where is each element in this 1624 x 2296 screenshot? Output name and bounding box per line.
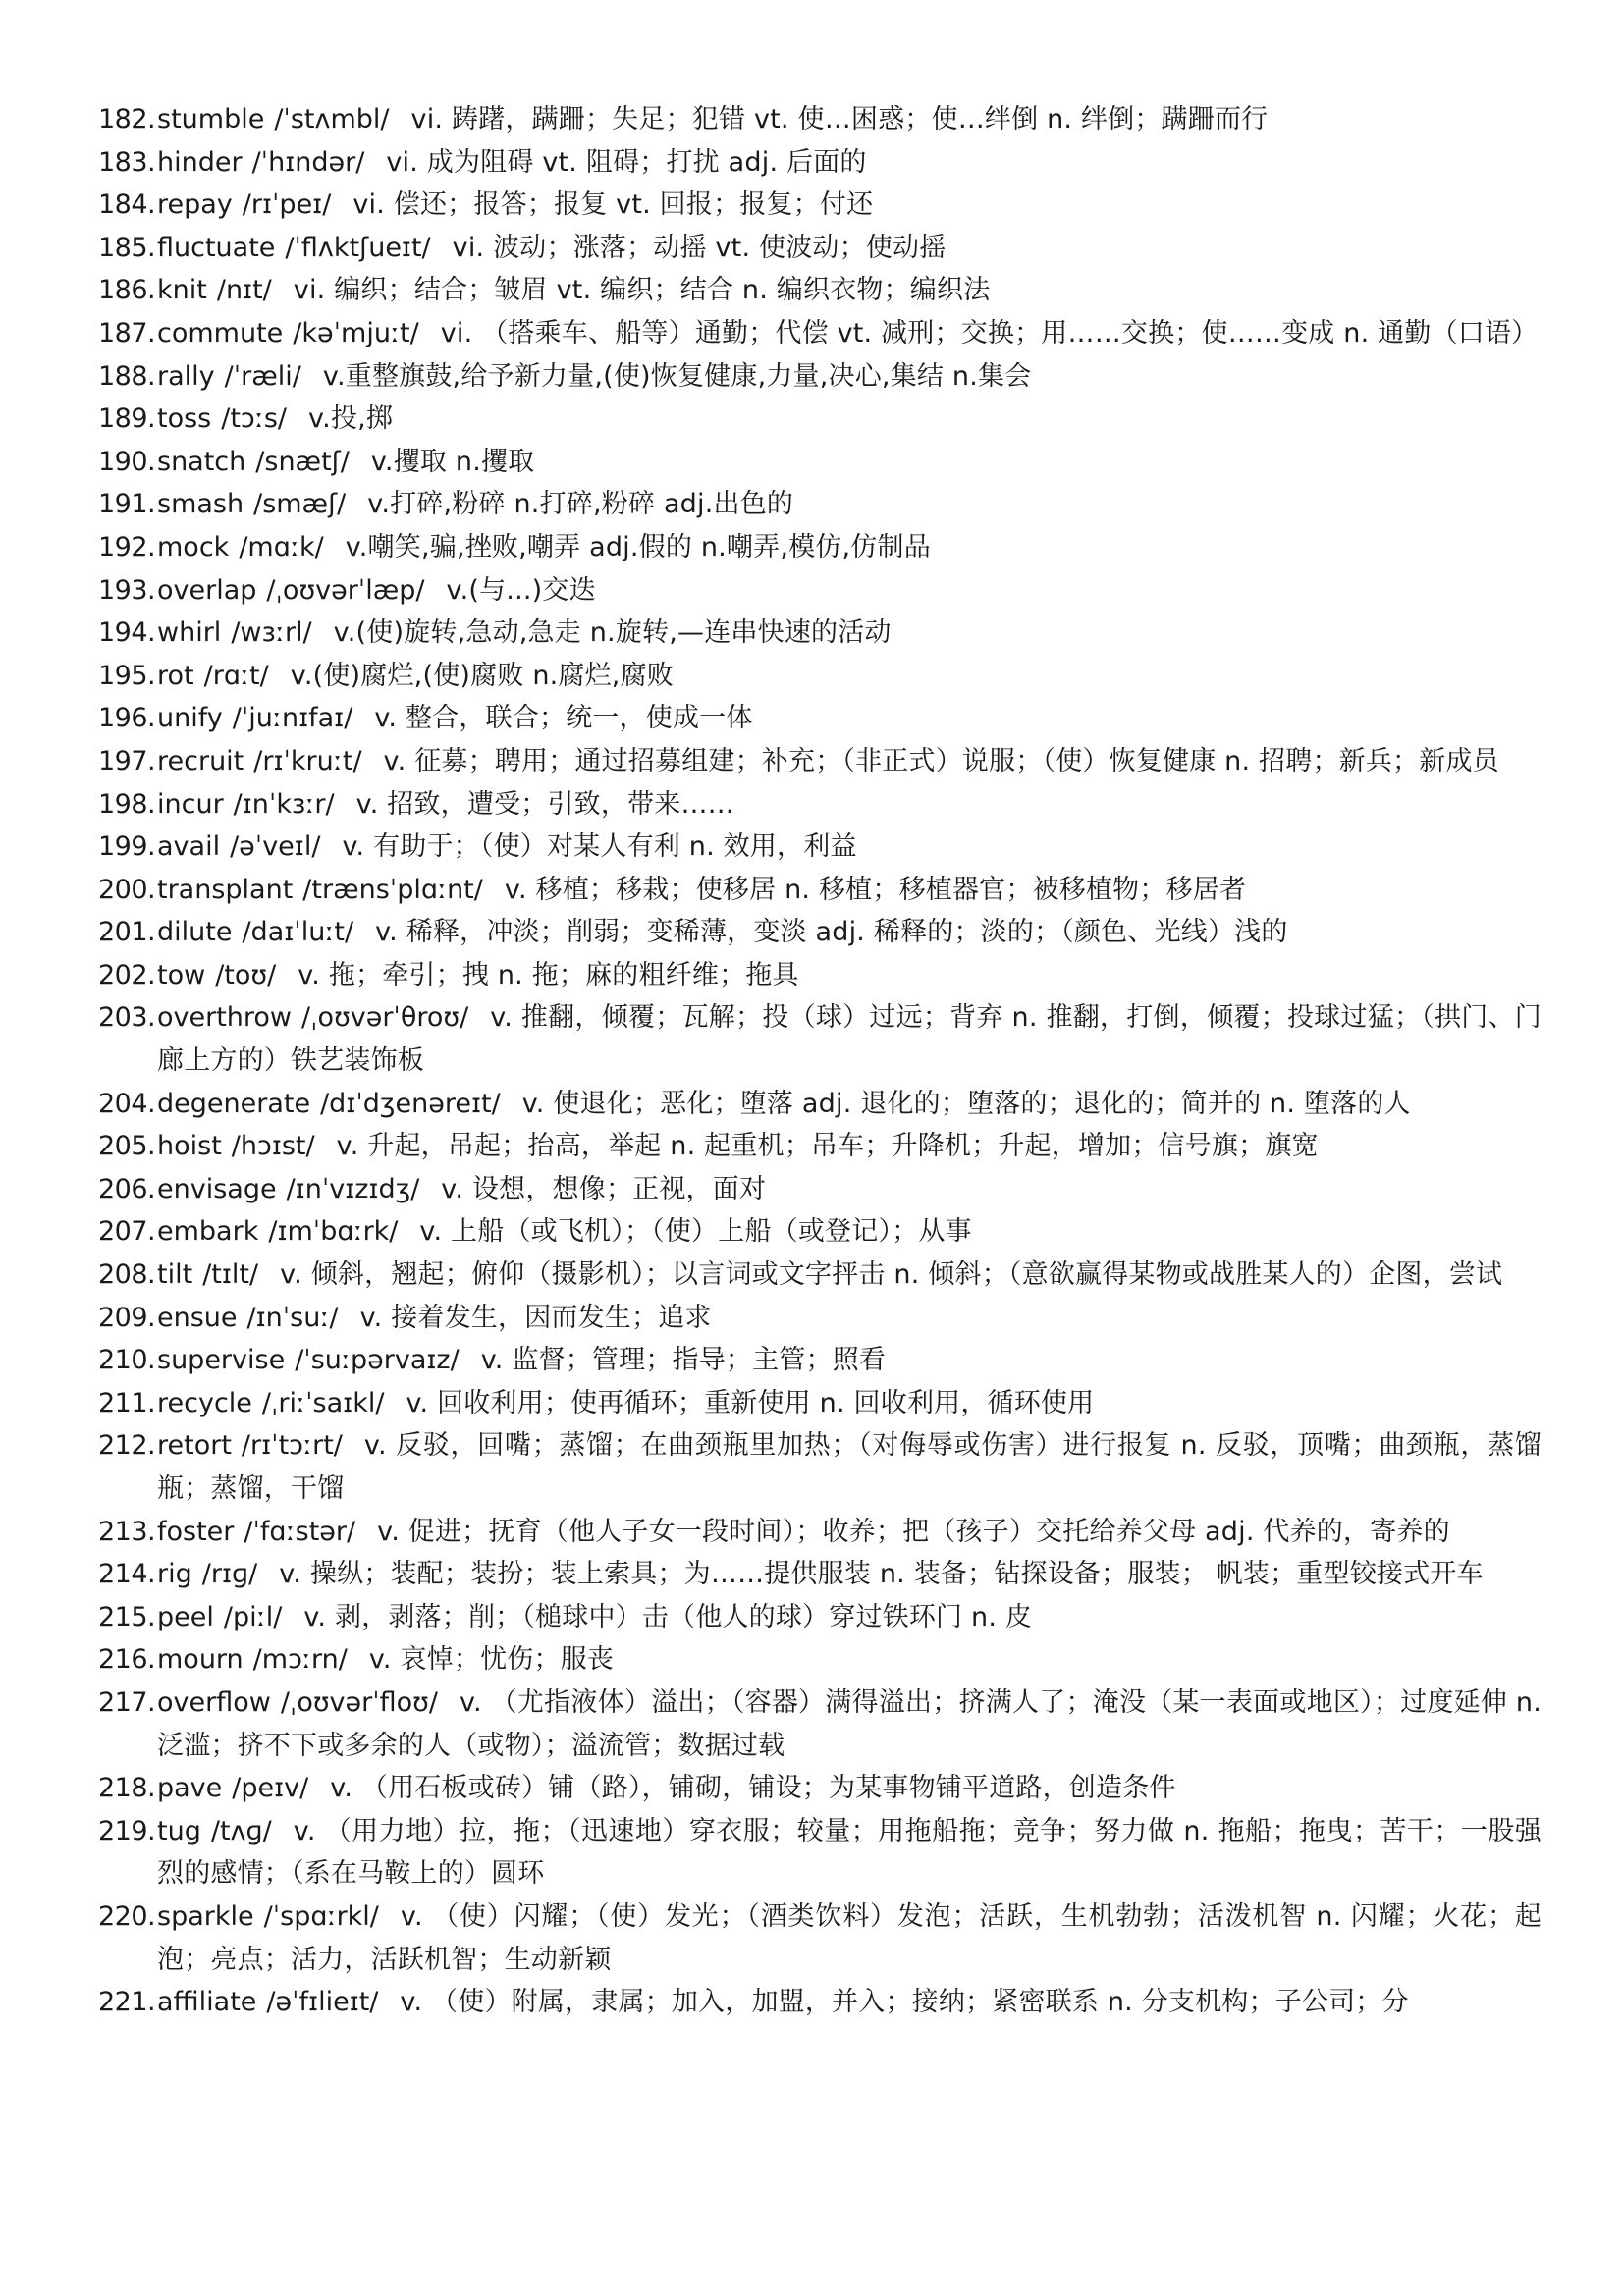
- entry-number: 215.: [98, 1601, 156, 1632]
- definition: v. 操纵；装配；装扮；装上索具；为……提供服装 n. 装备；钻探设备；服装； 帆装；重型铰接式开车: [279, 1559, 1484, 1590]
- entry-number: 220.: [98, 1900, 156, 1932]
- definition: v. 招致，遭受；引致，带来……: [355, 788, 734, 820]
- phonetic: /ɪmˈbɑːrk/: [268, 1216, 399, 1248]
- definition: v. （用石板或砖）铺（路），铺砌，铺设；为某事物铺平道路，创造条件: [330, 1773, 1176, 1804]
- definition: v. 哀悼；忧伤；服丧: [368, 1644, 615, 1676]
- entry-body: [157, 441, 1542, 484]
- entry-number: 203.: [98, 1002, 156, 1034]
- phonetic: /əˈfɪlieɪt/: [266, 1987, 379, 2018]
- vocab-entry: [98, 1638, 1542, 1682]
- entry-number: 219.: [98, 1815, 156, 1846]
- entry-body: [157, 1210, 1542, 1254]
- definition: vi. 偿还；报答；报复 vt. 回报；报复；付还: [352, 189, 874, 221]
- phonetic: /ˈfɑːstər/: [244, 1516, 356, 1547]
- phonetic: /ˌoʊvərˈfloʊ/: [280, 1686, 438, 1718]
- phonetic: /ɪnˈkɜːr/: [233, 788, 335, 820]
- phonetic: /nɪt/: [216, 275, 272, 306]
- entry-number: 208.: [98, 1259, 156, 1291]
- phonetic: /peɪv/: [232, 1773, 309, 1804]
- headword: overthrow: [157, 1002, 293, 1034]
- entry-number: 195.: [98, 660, 156, 691]
- phonetic: /ˈflʌktʃueɪt/: [285, 232, 431, 263]
- vocab-entry: [98, 1254, 1542, 1297]
- phonetic: /toʊ/: [215, 959, 277, 990]
- phonetic: /piːl/: [223, 1601, 283, 1632]
- definition: v. 促进；抚育（他人子女一段时间）；收养；把（孩子）交托给养父母 adj. 代养的，寄养的: [377, 1516, 1450, 1547]
- vocab-entry: [98, 1596, 1542, 1639]
- phonetic: /dɪˈdʒenəreɪt/: [320, 1088, 501, 1119]
- vocab-entry: [98, 483, 1542, 526]
- entry-number: 209.: [98, 1302, 156, 1333]
- vocab-entry: [98, 869, 1542, 912]
- vocab-entry: [98, 996, 1542, 1082]
- vocab-entry: [98, 1125, 1542, 1168]
- entry-number: 217.: [98, 1686, 156, 1718]
- definition: v. 稀释，冲淡；削弱；变稀薄，变淡 adj. 稀释的；淡的；（颜色、光线）浅的: [375, 917, 1288, 948]
- headword: recruit: [157, 745, 244, 776]
- entry-body: [157, 1638, 1542, 1682]
- headword: unify: [157, 703, 223, 734]
- headword: tilt: [157, 1259, 193, 1291]
- phonetic: /ˈsuːpərvaɪz/: [295, 1345, 460, 1376]
- definition: v. 升起，吊起；抬高，举起 n. 起重机；吊车；升降机；升起，增加；信号旗；旗宽: [336, 1131, 1319, 1162]
- phonetic: /snætʃ/: [255, 446, 350, 477]
- entry-number: 187.: [98, 317, 156, 348]
- vocab-entry: [98, 1682, 1542, 1767]
- headword: toss: [157, 403, 212, 435]
- phonetic: /ˈjuːnɪfaɪ/: [232, 703, 353, 734]
- headword: avail: [157, 831, 221, 863]
- entry-body: [157, 996, 1542, 1082]
- vocab-entry: [98, 227, 1542, 270]
- definition: v. （使）附属，隶属；加入，加盟，并入；接纳；紧密联系 n. 分支机构；子公司；分: [400, 1987, 1409, 2018]
- headword: incur: [157, 788, 224, 820]
- vocab-entry: [98, 1210, 1542, 1254]
- entry-body: [157, 483, 1542, 526]
- entry-body: [157, 98, 1542, 141]
- entry-number: 190.: [98, 446, 156, 477]
- definition: v.嘲笑,骗,挫败,嘲弄 adj.假的 n.嘲弄,模仿,仿制品: [345, 531, 931, 562]
- vocab-entry: [98, 1382, 1542, 1425]
- entry-number: 214.: [98, 1559, 156, 1590]
- vocab-entry: [98, 783, 1542, 827]
- entry-body: [157, 1810, 1542, 1896]
- headword: fluctuate: [157, 232, 276, 263]
- phonetic: /rɪɡ/: [201, 1559, 258, 1590]
- entry-body: [157, 312, 1542, 355]
- entry-body: [157, 526, 1542, 569]
- headword: rig: [157, 1559, 192, 1590]
- entry-body: [157, 1596, 1542, 1639]
- headword: overflow: [157, 1686, 271, 1718]
- entry-number: 206.: [98, 1173, 156, 1204]
- vocab-entry: [98, 441, 1542, 484]
- entry-number: 205.: [98, 1131, 156, 1162]
- entry-body: [157, 569, 1542, 613]
- phonetic: /ˈstʌmbl/: [274, 104, 390, 134]
- entry-number: 184.: [98, 189, 156, 221]
- definition: v. 整合，联合；统一，使成一体: [374, 703, 753, 734]
- headword: dilute: [157, 917, 233, 948]
- vocab-entry: [98, 1083, 1542, 1126]
- entry-number: 185.: [98, 232, 156, 263]
- headword: knit: [157, 275, 207, 306]
- headword: pave: [157, 1773, 223, 1804]
- entry-number: 191.: [98, 489, 156, 520]
- headword: affiliate: [157, 1987, 257, 2018]
- entry-number: 213.: [98, 1516, 156, 1547]
- headword: retort: [157, 1430, 232, 1462]
- entry-body: [157, 1682, 1542, 1767]
- headword: commute: [157, 317, 284, 348]
- vocab-entry: [98, 1297, 1542, 1340]
- headword: sparkle: [157, 1900, 254, 1932]
- definition: v.(与...)交迭: [446, 574, 596, 606]
- headword: repay: [157, 189, 233, 221]
- definition: v. 使退化；恶化；堕落 adj. 退化的；堕落的；退化的；简并的 n. 堕落的人: [521, 1088, 1411, 1119]
- vocab-entry: [98, 184, 1542, 227]
- vocab-entry: [98, 1339, 1542, 1382]
- definition: vi. 成为阻碍 vt. 阻碍；打扰 adj. 后面的: [386, 146, 867, 178]
- definition: v.重整旗鼓,给予新力量,(使)恢复健康,力量,决心,集结 n.集会: [322, 360, 1032, 392]
- vocab-entry: [98, 740, 1542, 783]
- entry-body: [157, 869, 1542, 912]
- entry-number: 183.: [98, 146, 156, 178]
- definition: vi. （搭乘车、船等）通勤；代偿 vt. 减刑；交换；用……交换；使……变成 n. 通勤（口语）: [440, 317, 1539, 348]
- headword: overlap: [157, 574, 257, 606]
- vocab-entry: [98, 526, 1542, 569]
- phonetic: /tʌɡ/: [210, 1815, 272, 1846]
- definition: v. （尤指液体）溢出；（容器）满得溢出；挤满人了；淹没（某一表面或地区）；过度延伸 n. 泛滥；挤不下或多余的人（或物）；溢流管；数据过载: [157, 1686, 1542, 1761]
- entry-body: [157, 184, 1542, 227]
- definition: v.(使)腐烂,(使)腐败 n.腐烂,腐败: [290, 660, 674, 691]
- entry-number: 201.: [98, 917, 156, 948]
- vocab-entry: [98, 98, 1542, 141]
- vocab-entry: [98, 1981, 1542, 2024]
- vocab-entry: [98, 954, 1542, 997]
- headword: stumble: [157, 104, 265, 134]
- phonetic: /rɪˈkruːt/: [253, 745, 362, 776]
- definition: v. 接着发生，因而发生；追求: [359, 1302, 712, 1333]
- phonetic: /ˈræli/: [224, 360, 301, 392]
- entry-body: [157, 1125, 1542, 1168]
- headword: mourn: [157, 1644, 244, 1676]
- phonetic: /rɑːt/: [203, 660, 269, 691]
- headword: supervise: [157, 1345, 286, 1376]
- entry-number: 207.: [98, 1216, 156, 1248]
- definition: vi. 编织；结合；皱眉 vt. 编织；结合 n. 编织衣物；编织法: [293, 275, 991, 306]
- phonetic: /rɪˈtɔːrt/: [241, 1430, 343, 1462]
- vocab-entry: [98, 1896, 1542, 1981]
- vocab-entry: [98, 655, 1542, 698]
- vocab-entry: [98, 1767, 1542, 1810]
- entry-number: 212.: [98, 1430, 156, 1462]
- phonetic: /ˌoʊvərˈθroʊ/: [301, 1002, 469, 1034]
- headword: peel: [157, 1601, 214, 1632]
- entry-number: 211.: [98, 1387, 156, 1418]
- headword: ensue: [157, 1302, 238, 1333]
- definition: v. 有助于；（使）对某人有利 n. 效用，利益: [342, 831, 857, 863]
- phonetic: /ˈhɪndər/: [251, 146, 365, 178]
- headword: snatch: [157, 446, 246, 477]
- vocabulary-list: [98, 98, 1542, 2024]
- entry-body: [157, 398, 1542, 441]
- entry-body: [157, 1553, 1542, 1596]
- vocab-entry: [98, 398, 1542, 441]
- entry-body: [157, 355, 1542, 399]
- headword: smash: [157, 489, 244, 520]
- entry-number: 210.: [98, 1345, 156, 1376]
- entry-body: [157, 1896, 1542, 1981]
- definition: vi. 波动；涨落；动摇 vt. 使波动；使动摇: [452, 232, 947, 263]
- definition: v. 回收利用；使再循环；重新使用 n. 回收利用，循环使用: [406, 1387, 1095, 1418]
- entry-number: 193.: [98, 574, 156, 606]
- definition: v.投,掷: [308, 403, 394, 435]
- definition: v. （用力地）拉，拖；（迅速地）穿衣服；较量；用拖船拖；竞争；努力做 n. 拖船；拖曳；苦干；一股强烈的感情；（系在马鞍上的）圆环: [157, 1815, 1542, 1890]
- phonetic: /smæʃ/: [253, 489, 347, 520]
- headword: recycle: [157, 1387, 252, 1418]
- entry-body: [157, 1168, 1542, 1211]
- headword: tug: [157, 1815, 201, 1846]
- phonetic: /ˌoʊvərˈlæp/: [266, 574, 425, 606]
- phonetic: /kəˈmjuːt/: [293, 317, 419, 348]
- phonetic: /ɪnˈvɪzɪdʒ/: [286, 1173, 420, 1204]
- vocab-entry: [98, 911, 1542, 954]
- definition: v. 反驳，回嘴；蒸馏；在曲颈瓶里加热；（对侮辱或伤害）进行报复 n. 反驳，顶嘴；曲颈瓶，蒸馏瓶；蒸馏，干馏: [157, 1430, 1542, 1504]
- definition: v.(使)旋转,急动,急走 n.旋转,—连串快速的活动: [333, 617, 892, 649]
- vocab-entry: [98, 826, 1542, 869]
- definition: v. 倾斜，翘起；俯仰（摄影机）；以言词或文字抨击 n. 倾斜；（意欲赢得某物或战胜某人的）企图，尝试: [280, 1259, 1503, 1291]
- entry-body: [157, 911, 1542, 954]
- entry-number: 182.: [98, 104, 156, 134]
- headword: envisage: [157, 1173, 277, 1204]
- vocab-entry: [98, 1511, 1542, 1554]
- entry-body: [157, 1767, 1542, 1810]
- headword: embark: [157, 1216, 259, 1248]
- headword: transplant: [157, 874, 294, 905]
- vocab-entry: [98, 569, 1542, 613]
- vocab-entry: [98, 141, 1542, 185]
- entry-number: 199.: [98, 831, 156, 863]
- vocab-entry: [98, 1810, 1542, 1896]
- entry-body: [157, 1382, 1542, 1425]
- phonetic: /tɔːs/: [221, 403, 288, 435]
- phonetic: /trænsˈplɑːnt/: [302, 874, 483, 905]
- entry-number: 204.: [98, 1088, 156, 1119]
- entry-number: 198.: [98, 788, 156, 820]
- definition: v. 设想，想像；正视，面对: [441, 1173, 767, 1204]
- phonetic: /ɪnˈsuː/: [246, 1302, 339, 1333]
- entry-body: [157, 1981, 1542, 2024]
- vocab-entry: [98, 1424, 1542, 1510]
- phonetic: /mɑːk/: [239, 531, 324, 562]
- vocab-entry: [98, 269, 1542, 312]
- headword: foster: [157, 1516, 235, 1547]
- vocab-entry: [98, 1553, 1542, 1596]
- definition: v.攫取 n.攫取: [370, 446, 535, 477]
- entry-body: [157, 1424, 1542, 1510]
- entry-number: 197.: [98, 745, 156, 776]
- phonetic: /mɔːrn/: [252, 1644, 348, 1676]
- entry-body: [157, 740, 1542, 783]
- entry-number: 196.: [98, 703, 156, 734]
- entry-body: [157, 227, 1542, 270]
- phonetic: /rɪˈpeɪ/: [242, 189, 332, 221]
- entry-body: [157, 954, 1542, 997]
- entry-number: 218.: [98, 1773, 156, 1804]
- headword: hinder: [157, 146, 243, 178]
- entry-body: [157, 1254, 1542, 1297]
- headword: rot: [157, 660, 194, 691]
- entry-body: [157, 1297, 1542, 1340]
- definition: v. 剥，剥落；削；（槌球中）击（他人的球）穿过铁环门 n. 皮: [303, 1601, 1033, 1632]
- vocab-entry: [98, 312, 1542, 355]
- phonetic: /hɔɪst/: [231, 1131, 315, 1162]
- vocab-entry: [98, 1168, 1542, 1211]
- definition: v. 推翻，倾覆；瓦解；投（球）过远；背弃 n. 推翻，打倒，倾覆；投球过猛；（拱门、门廊上方的）铁艺装饰板: [157, 1002, 1542, 1077]
- entry-number: 216.: [98, 1644, 156, 1676]
- definition: v. 监督；管理；指导；主管；照看: [480, 1345, 887, 1376]
- entry-number: 186.: [98, 275, 156, 306]
- headword: tow: [157, 959, 206, 990]
- phonetic: /daɪˈluːt/: [242, 917, 354, 948]
- entry-number: 202.: [98, 959, 156, 990]
- phonetic: /ˌriːˈsaɪkl/: [261, 1387, 385, 1418]
- definition: v.打碎,粉碎 n.打碎,粉碎 adj.出色的: [367, 489, 794, 520]
- entry-number: 192.: [98, 531, 156, 562]
- vocab-entry: [98, 612, 1542, 655]
- headword: mock: [157, 531, 230, 562]
- phonetic: /ˈspɑːrkl/: [263, 1900, 379, 1932]
- headword: whirl: [157, 617, 222, 649]
- vocab-entry: [98, 697, 1542, 740]
- headword: hoist: [157, 1131, 222, 1162]
- entry-body: [157, 783, 1542, 827]
- headword: rally: [157, 360, 215, 392]
- entry-number: 221.: [98, 1987, 156, 2018]
- entry-number: 188.: [98, 360, 156, 392]
- vocab-entry: [98, 355, 1542, 399]
- entry-body: [157, 1339, 1542, 1382]
- entry-body: [157, 826, 1542, 869]
- entry-body: [157, 141, 1542, 185]
- entry-body: [157, 697, 1542, 740]
- definition: v. 移植；移栽；使移居 n. 移植；移植器官；被移植物；移居者: [504, 874, 1247, 905]
- definition: v. 上船（或飞机）；（使）上船（或登记）；从事: [419, 1216, 972, 1248]
- entry-body: [157, 1083, 1542, 1126]
- entry-body: [157, 269, 1542, 312]
- phonetic: /tɪlt/: [202, 1259, 259, 1291]
- entry-body: [157, 612, 1542, 655]
- headword: degenerate: [157, 1088, 311, 1119]
- entry-body: [157, 1511, 1542, 1554]
- phonetic: /wɜːrl/: [231, 617, 312, 649]
- entry-number: 200.: [98, 874, 156, 905]
- definition: vi. 踌躇，蹒跚；失足；犯错 vt. 使…困惑；使…绊倒 n. 绊倒；蹒跚而行: [410, 104, 1269, 134]
- definition: v. 征募；聘用；通过招募组建；补充；（非正式）说服；（使）恢复健康 n. 招聘；新兵；新成员: [383, 745, 1499, 776]
- phonetic: /əˈveɪl/: [230, 831, 321, 863]
- definition: v. 拖；牵引；拽 n. 拖；麻的粗纤维；拖具: [298, 959, 799, 990]
- entry-number: 194.: [98, 617, 156, 649]
- entry-number: 189.: [98, 403, 156, 435]
- definition: v. （使）闪耀；（使）发光；（酒类饮料）发泡；活跃，生机勃勃；活泼机智 n. 闪耀；火花；起泡；亮点；活力，活跃机智；生动新颖: [157, 1900, 1542, 1975]
- entry-body: [157, 655, 1542, 698]
